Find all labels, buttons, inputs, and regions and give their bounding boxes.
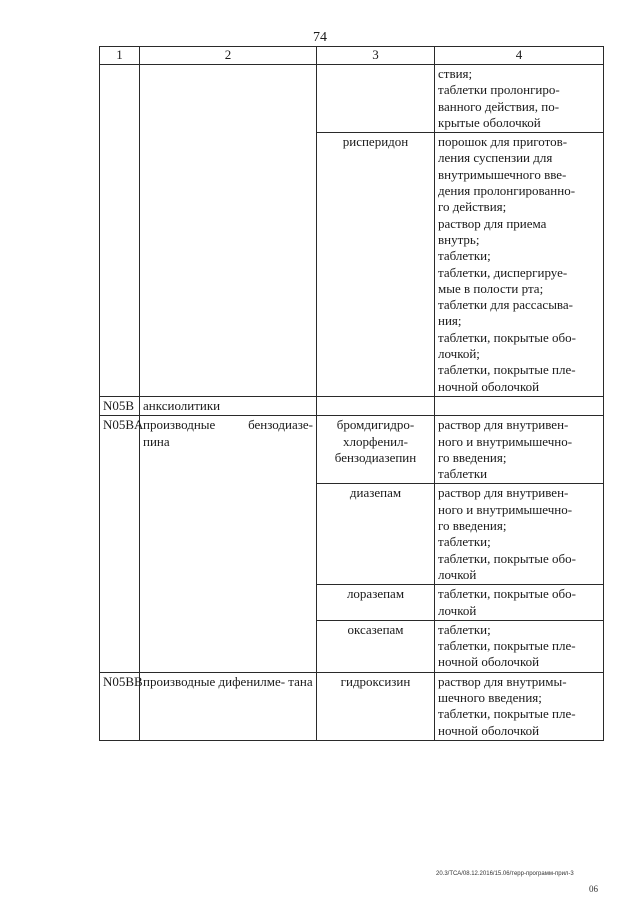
dosage-form-line: дения пролонгированно- — [438, 183, 576, 199]
dosage-form-line: таблетки, покрытые пле- — [438, 638, 576, 654]
dosage-form-line: лочкой; — [438, 346, 480, 362]
dosage-form-line: таблетки, диспергируе- — [438, 264, 568, 280]
dosage-form-line: крытые оболочкой — [438, 114, 541, 130]
drug-group-cell: производные бензодиазе- пина — [140, 416, 317, 672]
dosage-form-line: шечного введения; — [438, 689, 542, 705]
dosage-form-line: таблетки; — [438, 621, 491, 637]
drug-group-cell — [140, 65, 317, 397]
dosage-forms-cell — [435, 585, 604, 621]
dosage-form-line: раствор для внутримы- — [438, 673, 567, 689]
dosage-forms-cell — [435, 620, 604, 672]
atc-code-cell: N05BB — [100, 672, 140, 740]
dosage-form-line: таблетки, покрытые пле- — [438, 362, 576, 378]
table-row — [100, 65, 604, 133]
dosage-form-line: таблетки, покрытые обо- — [438, 586, 576, 602]
drug-name-cell: гидроксизин — [317, 672, 435, 740]
dosage-form-line: внутримышечного вве- — [438, 166, 567, 182]
dosage-form-line: мые в полости рта; — [438, 280, 544, 296]
header-col-4: 4 — [435, 47, 604, 65]
dosage-form-line: го действия; — [438, 199, 507, 215]
dosage-form-line: таблетки; — [438, 534, 491, 550]
table-header-row — [100, 47, 604, 65]
dosage-form-line: ночной оболочкой — [438, 654, 540, 670]
drug-name-cell — [317, 65, 435, 133]
table-row — [100, 396, 604, 415]
dosage-form-line: раствор для внутривен- — [438, 485, 569, 501]
header-col-3: 3 — [317, 47, 435, 65]
dosage-form-line: лочкой — [438, 602, 477, 618]
dosage-form-line: порошок для приготов- — [438, 134, 568, 150]
dosage-form-line: таблетки, покрытые обо- — [438, 550, 576, 566]
dosage-forms-cell — [435, 672, 604, 740]
drug-name-cell: бромдигидро- хлорфенил- бензодиазепин — [317, 416, 435, 484]
dosage-form-line: таблетки для рассасыва- — [438, 297, 574, 313]
table-row — [100, 416, 604, 484]
dosage-form-line: раствор для внутривен- — [438, 417, 569, 433]
atc-code-cell: N05BA — [100, 416, 140, 672]
table-row — [100, 672, 604, 740]
table-body — [100, 65, 604, 741]
dosage-form-line: таблетки; — [438, 248, 491, 264]
dosage-form-line: таблетки — [438, 466, 488, 482]
dosage-form-line: ствия; — [438, 66, 473, 81]
footer-document-code: 20.3/ТСА/08.12.2016/15.06/терр-программ-прил-3 — [436, 871, 574, 877]
header-col-2: 2 — [140, 47, 317, 65]
dosage-form-line: ного и внутримышечно- — [438, 433, 573, 449]
page-number: 74 — [313, 30, 327, 45]
dosage-form-line: лочкой — [438, 566, 477, 582]
dosage-form-line: ного и внутримышечно- — [438, 501, 573, 517]
footer-mark: 06 — [589, 884, 598, 894]
dosage-form-line: го введения; — [438, 518, 507, 534]
drug-group-cell: анксиолитики — [140, 396, 317, 415]
dosage-form-line: таблетки, покрытые обо- — [438, 329, 576, 345]
dosage-forms-cell — [435, 416, 604, 484]
dosage-form-line: ночной оболочкой — [438, 722, 540, 738]
dosage-forms-cell — [435, 133, 604, 397]
dosage-form-line: го введения; — [438, 449, 507, 465]
drug-name-cell: лоразепам — [317, 585, 435, 621]
dosage-form-line: ванного действия, по- — [438, 98, 560, 114]
dosage-form-line: таблетки пролонгиро- — [438, 82, 560, 98]
dosage-form-line: таблетки, покрытые пле- — [438, 706, 576, 722]
dosage-form-line: ночной оболочкой — [438, 378, 540, 394]
drug-name-cell: оксазепам — [317, 620, 435, 672]
dosage-form-line: ния; — [438, 313, 462, 329]
dosage-form-line: внутрь; — [438, 231, 480, 247]
drug-group-cell: производные дифенилме- тана — [140, 672, 317, 740]
dosage-forms-cell — [435, 396, 604, 415]
dosage-form-line: раствор для приема — [438, 215, 547, 231]
dosage-forms-cell — [435, 484, 604, 585]
dosage-forms-cell — [435, 65, 604, 133]
drug-table — [99, 46, 604, 741]
dosage-form-line: ления суспензии для — [438, 150, 553, 166]
drug-name-cell: диазепам — [317, 484, 435, 585]
drug-name-cell — [317, 396, 435, 415]
atc-code-cell: N05B — [100, 396, 140, 415]
header-col-1: 1 — [100, 47, 140, 65]
drug-name-cell: рисперидон — [317, 133, 435, 397]
atc-code-cell — [100, 65, 140, 397]
